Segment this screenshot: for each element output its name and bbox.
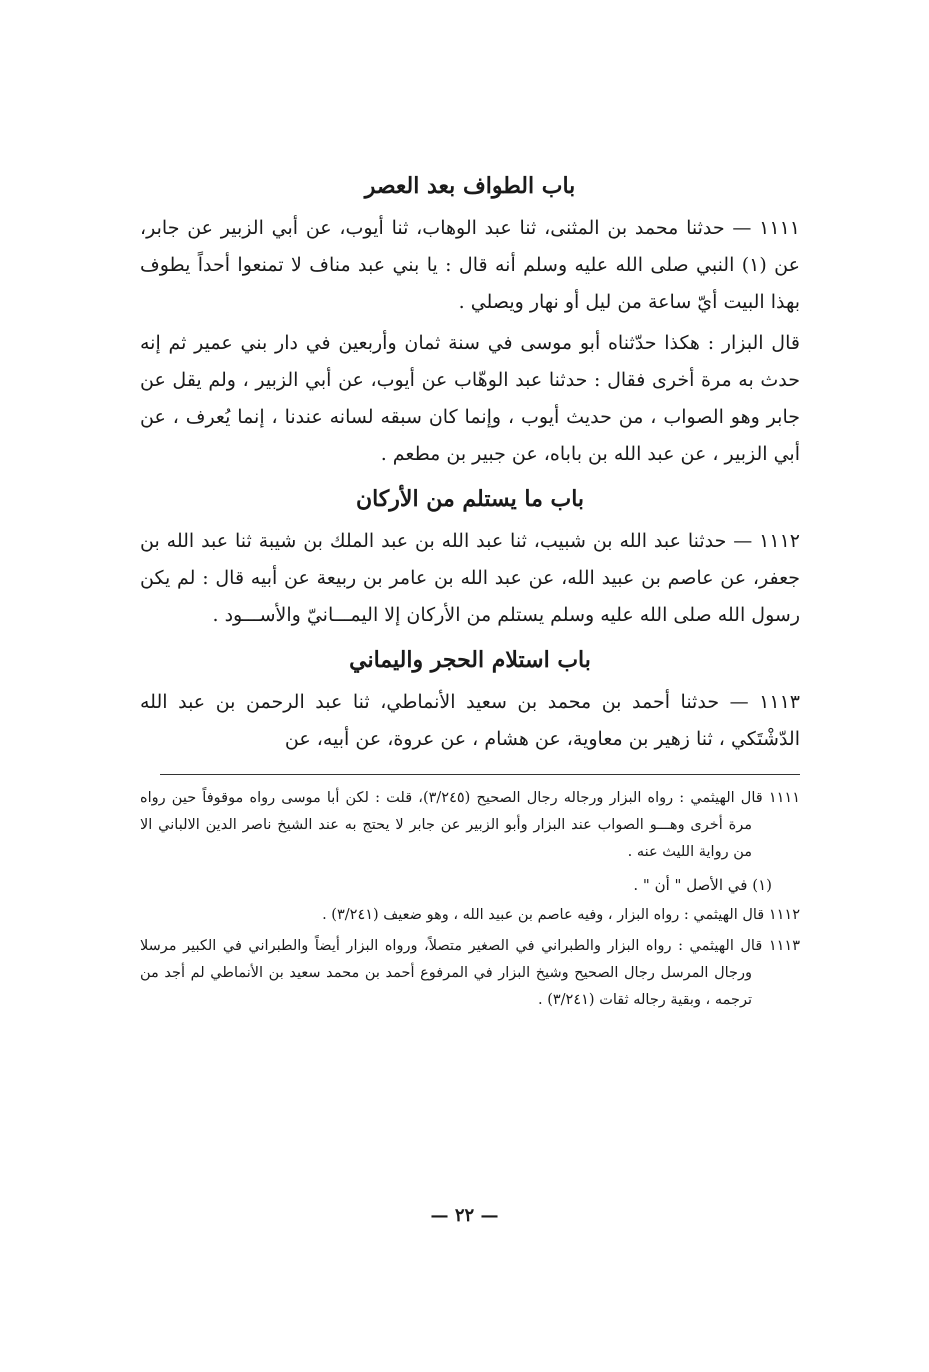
- footnote-1111: ١١١١ قال الهيثمي : رواه البزار ورجاله رجال الصحيح (٣/٢٤٥)، قلت : لكن أبا موسى رواه موقوفاً حين رواه مرة أخرى وهـــو الصواب عند البزار وأبو الزبير عن جابر لا يحتج به عند الشيخ ناصر الدين الالباني الا من رواية الليث عنه .: [140, 790, 800, 860]
- footnotes: [140, 785, 800, 1014]
- section-tawaf: [140, 166, 800, 473]
- hadith-1112: ١١١٢ — حدثنا عبد الله بن شبيب، ثنا عبد الله بن عبد الملك بن شيبة ثنا عبد الله بن جعفر، عن عاصم بن عبيد الله، عن عبد الله بن عامر بن ربيعة عن أبيه قال : لم يكن رسول الله صلى الله عليه وسلم يستلم من الأركان إلا اليمـــانيّ والأســـود .: [140, 530, 800, 626]
- footnote-1113: ١١١٣ قال الهيثمي : رواه البزار والطبراني في الصغير متصلاً، ورواه البزار أيضاً والطبراني في الكبير مرسلا ورجال المرسل رجال الصحيح وشيخ البزار في المرفوع أحمد بن محمد سعيد بن الأنماطي لم أجد من ترجمه ، وبقية رجاله ثقات (٣/٢٤١) .: [140, 938, 800, 1008]
- footnote-note-1: (١) في الأصل " أن " .: [633, 876, 772, 894]
- section-heading: باب ما يستلم من الأركان: [355, 486, 585, 512]
- section-istilam: [140, 640, 800, 758]
- footnote-1112: ١١١٢ قال الهيثمي : رواه البزار ، وفيه عاصم بن عبيد الله ، وهو ضعيف (٣/٢٤١) .: [322, 907, 800, 923]
- page-body: [140, 160, 800, 1018]
- section-heading: باب الطواف بعد العصر: [364, 173, 576, 199]
- section-arkan: [140, 479, 800, 634]
- hadith-1111: ١١١١ — حدثنا محمد بن المثنى، ثنا عبد الوهاب، ثنا أيوب، عن أبي الزبير عن جابر، عن (١) النبي صلى الله عليه وسلم أنه قال : يا بني عبد مناف لا تمنعوا أحداً يطوف بهذا البيت أيّ ساعة من ليل أو نهار ويصلي .: [140, 217, 800, 313]
- section-heading: باب استلام الحجر واليماني: [349, 647, 591, 673]
- bazzar-comment: قال البزار : هكذا حدّثناه أبو موسى في سنة ثمان وأربعين في دار بني عمير ثم إنه حدث به مرة أخرى فقال : حدثنا عبد الوهّاب عن أيوب، عن أبي الزبير ، ولم يقل عن جابر وهو الصواب ، من حديث أيوب ، وإنما كان سبقه لسانه عندنا ، إنما يُعرف ، عن أبي الزبير ، عن عبد الله بن باباه، عن جبير بن مطعم .: [140, 332, 800, 465]
- hadith-1113: ١١١٣ — حدثنا أحمد بن محمد بن سعيد الأنماطي، ثنا عبد الرحمن بن عبد الله الدّشْتَكي ، ثنا زهير بن معاوية، عن هشام ، عن عروة، عن أبيه، عن: [140, 691, 800, 750]
- page-number: — ٢٢ —: [430, 1205, 499, 1226]
- footnote-divider: [160, 774, 800, 775]
